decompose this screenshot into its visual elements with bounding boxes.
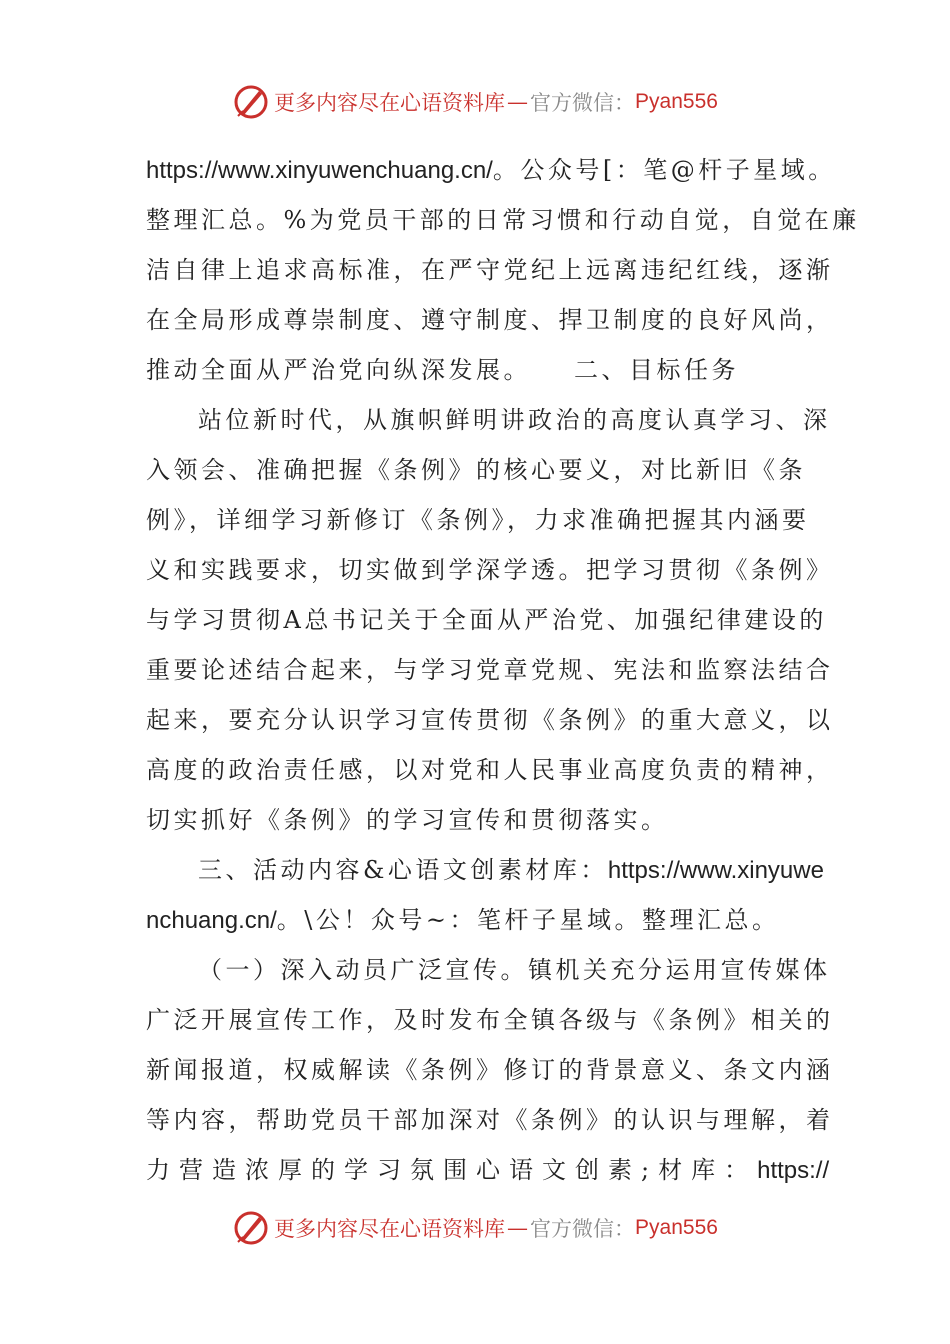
banner-wechat-label: 官方微信： — [530, 91, 636, 115]
quill-logo-icon — [232, 83, 270, 121]
text-line: 高度的政治责任感，以对党和人民事业高度负责的精神， — [146, 756, 834, 784]
text-line: https://www.xinyuwenchuang.cn/。公众号[：笔@杆子星域。 — [146, 156, 836, 184]
text-line: 整理汇总。%为党员干部的日常习惯和行动自觉，自觉在廉 — [146, 206, 860, 234]
footer-banner — [0, 1206, 950, 1250]
banner-title: 更多内容尽在心语资料库 — [274, 91, 506, 115]
text-line: 切实抓好《条例》的学习宣传和贯彻落实。 — [146, 806, 669, 834]
banner-wechat-id: Pyan556 — [635, 1216, 718, 1239]
text-line: 例》，详细学习新修订《条例》，力求准确把握其内涵要 — [146, 506, 810, 534]
text-line: 入领会、准确把握《条例》的核心要义，对比新旧《条 — [146, 456, 806, 484]
quill-logo-icon — [232, 1209, 270, 1247]
banner-wechat-label: 官方微信： — [530, 1217, 636, 1241]
text-line: 站位新时代，从旗帜鲜明讲政治的高度认真学习、深 — [198, 406, 831, 434]
banner-dash: — — [507, 90, 529, 114]
document-body — [146, 145, 860, 1195]
text-line: 起来，要充分认识学习宣传贯彻《条例》的重大意义，以 — [146, 706, 834, 734]
banner-dash: — — [507, 1216, 529, 1240]
banner-title: 更多内容尽在心语资料库 — [274, 1217, 506, 1241]
text-line: 广泛开展宣传工作，及时发布全镇各级与《条例》相关的 — [146, 1006, 834, 1034]
header-banner — [0, 80, 950, 124]
text-line: 在全局形成尊崇制度、遵守制度、捍卫制度的良好风尚， — [146, 306, 834, 334]
text-line: 等内容，帮助党员干部加深对《条例》的认识与理解，着 — [146, 1106, 834, 1134]
text-line: 新闻报道，权威解读《条例》修订的背景意义、条文内涵 — [146, 1056, 834, 1084]
text-line: 洁自律上追求高标准，在严守党纪上远离违纪红线，逐渐 — [146, 256, 834, 284]
text-line: 推动全面从严治党向纵深发展。 二、目标任务 — [146, 356, 739, 384]
text-line: （一）深入动员广泛宣传。镇机关充分运用宣传媒体 — [198, 956, 831, 984]
text-line: 义和实践要求，切实做到学深学透。把学习贯彻《条例》 — [146, 556, 834, 584]
text-line: 重要论述结合起来，与学习党章党规、宪法和监察法结合 — [146, 656, 834, 684]
text-line: nchuang.cn/。\公！众号~：笔杆子星域。整理汇总。 — [146, 906, 780, 934]
banner-wechat-id: Pyan556 — [635, 90, 718, 113]
text-line: 与学习贯彻A总书记关于全面从严治党、加强纪律建设的 — [146, 606, 827, 634]
text-line: 力营造浓厚的学习氛围心语文创素;材库：https:// — [146, 1156, 830, 1184]
text-line: 三、活动内容&心语文创素材库：https://www.xinyuwe — [198, 856, 824, 884]
